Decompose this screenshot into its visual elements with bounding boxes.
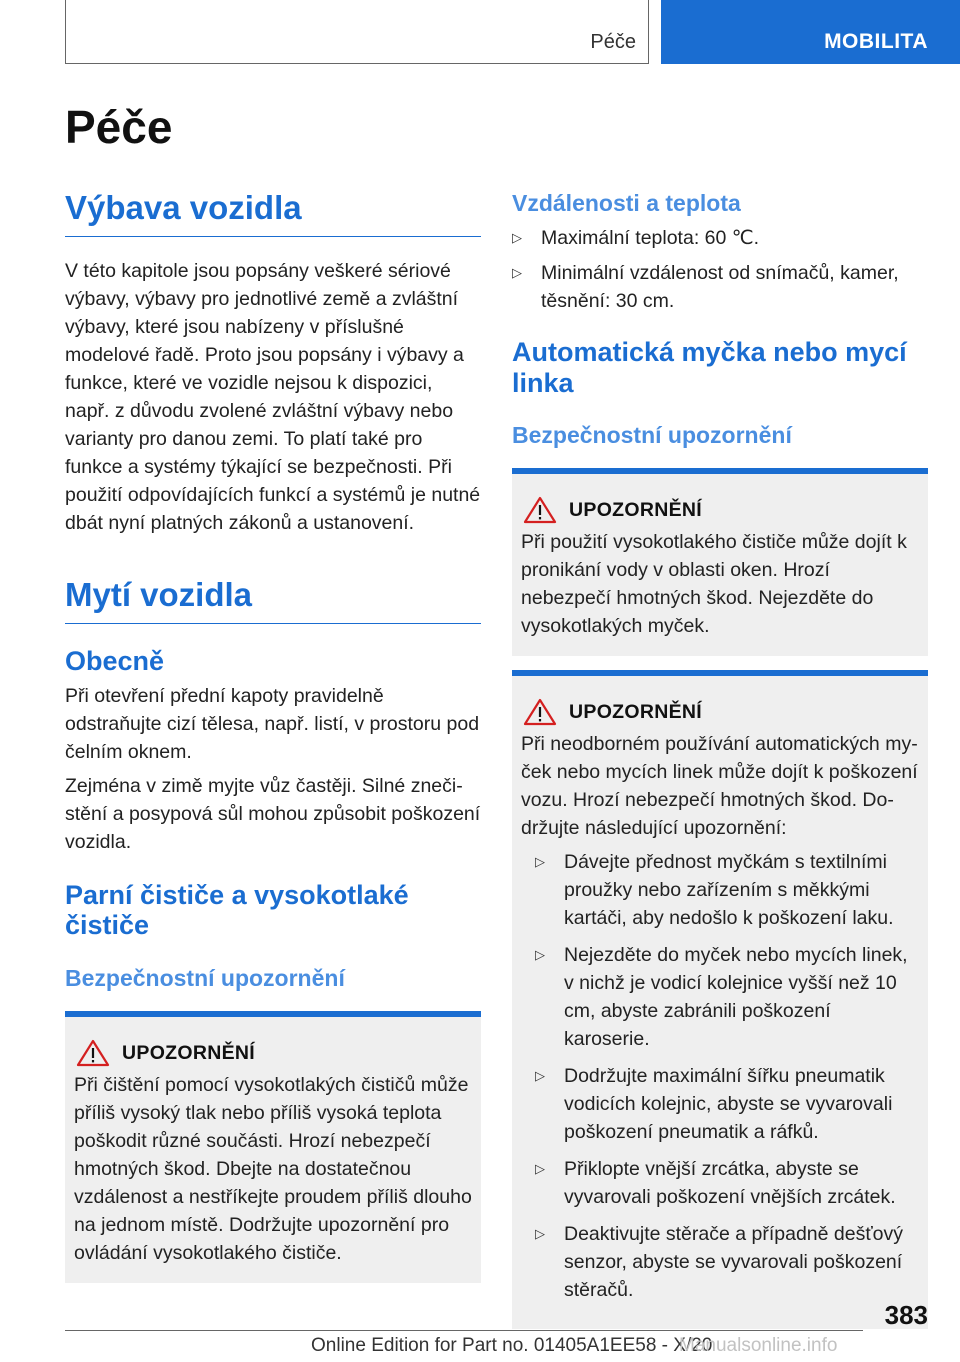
list-item-text: Maximální teplota: 60 ℃. [541,227,760,250]
list-item-text: Deaktivujte stěrače a případně dešťový senzor, abyste se vyvarovali poškození stěračů. [564,1223,904,1302]
subheading-vzdalenosti: Vzdálenosti a teplota [512,190,741,216]
list-item [535,1062,919,1146]
list-item [535,1220,919,1304]
warning-header [521,496,919,524]
subheading-auto-safety: Bezpečnostní upozornění [512,421,792,448]
subheading-parni-safety: Bezpečnostní upozornění [65,964,345,991]
warning-box-steam-cleaner [65,1011,481,1283]
list-item [535,941,919,1053]
obecne-paragraph-2: Zejména v zimě myjte vůz častěji. Silné znečistění a posypová sůl mohou způsobit poškození vozidla. [65,775,481,854]
section-heading-vybava: Výbava vozidla [65,190,481,237]
header-section-box [65,0,649,64]
warning-text: Při neodborném používání automatických myček nebo mycích linek může dojít k poškození vozu. Hrozí nebezpečí hmotných škod. Dodržujte následující upozornění: [521,733,918,840]
subheading-parni: Parní čističe a vysokotlaké čističe [65,880,409,941]
chapter-tab-label: MOBILITA [824,30,928,53]
obecne-paragraph-1: Při otevření přední kapoty pravidelně odstraňujte cizí tělesa, např. listí, v prostoru pod čelním oknem. [65,685,480,764]
car-wash-list [521,848,919,1304]
list-item [512,224,928,252]
warning-triangle-icon [523,496,557,524]
list-item-text: Dodržujte maximální šířku pneumatik vodicích kolejnic, abyste se vyvarovali poškození pneumatik a ráfků. [564,1065,893,1144]
left-column [65,190,481,1283]
warning-title: UPOZORNĚNÍ [122,1041,256,1064]
footer-edition-text: Online Edition for Part no. 01405A1EE58 - X/20 [311,1335,713,1356]
page-number: 383 [884,1300,928,1330]
triangle-bullet-icon: ▷ [535,1161,545,1177]
right-column [512,190,928,1329]
warning-text: Při použití vysokotlakého čističe může dojít k pronikání vody v oblasti oken. Hrozí nebezpečí hmotných škod. Nejezděte do vysokotlakých myček. [521,531,907,638]
triangle-bullet-icon: ▷ [535,1226,545,1242]
list-item [535,1155,919,1211]
triangle-bullet-icon: ▷ [512,265,522,281]
warning-header [521,698,919,726]
subheading-automaticka: Automatická myčka nebo mycí linka [512,337,907,398]
warning-box-car-wash [512,670,928,1329]
vzdalenosti-list [512,224,928,315]
triangle-bullet-icon: ▷ [535,947,545,963]
section-heading-myti: Mytí vozidla [65,577,481,624]
triangle-bullet-icon: ▷ [535,854,545,870]
warning-header [74,1039,472,1067]
warning-triangle-icon [76,1039,110,1067]
list-item [512,259,928,315]
list-item-text: Minimální vzdálenost od snímačů, kamer, těsnění: 30 cm. [541,262,899,313]
list-item-text: Dávejte přednost myčkám s textilními proužky nebo zařízením s měkkými kartáči, aby nedošlo k poškození laku. [564,851,894,930]
vybava-paragraph: V této kapitole jsou popsány veškeré sériové výbavy, výbavy pro jednotlivé země a zvláštní výbavy, které jsou nabízeny v příslušné modelové řadě. Proto jsou popsány i výbavy a funkce, které ve vozidle nejsou k dispozici, např. z důvodu zvolené zvláštní výbavy nebo varianty pro danou zemi. To platí také pro funkce a systémy týkající se bezpečnosti. Při použití odpovídajících funkcí a systémů je nutné dbát nyní platných zákonů a ustanovení. [65,259,481,534]
list-item [535,848,919,932]
page-title: Péče [65,101,173,153]
warning-title: UPOZORNĚNÍ [569,498,703,521]
warning-triangle-icon [523,698,557,726]
warning-title: UPOZORNĚNÍ [569,700,703,723]
list-item-text: Nejezděte do myček nebo mycích linek, v nichž je vodicí kolejnice vyšší než 10 cm, abyste zabránili poškození karoserie. [564,944,908,1051]
footer-divider [65,1330,863,1331]
header-section-label: Péče [590,31,636,53]
subheading-obecne: Obecně [65,645,165,676]
triangle-bullet-icon: ▷ [512,230,522,246]
warning-box-high-pressure [512,468,928,656]
chapter-tab [661,0,960,64]
footer-watermark: Manualsonline.info [679,1335,838,1356]
warning-text: Při čištění pomocí vysokotlakých čističů může příliš vysoký tlak nebo příliš vysoká teplota poškodit různé součásti. Hrozí nebezpečí hmotných škod. Dbejte na dostatečnou vzdálenost a nestříkejte proudem příliš dlouho na jednom místě. Dodržujte upozornění pro ovládání vysokotlakého čističe. [74,1074,472,1265]
triangle-bullet-icon: ▷ [535,1068,545,1084]
list-item-text: Přiklopte vnější zrcátka, abyste se vyvarovali poškození vnějších zrcátek. [564,1158,896,1209]
